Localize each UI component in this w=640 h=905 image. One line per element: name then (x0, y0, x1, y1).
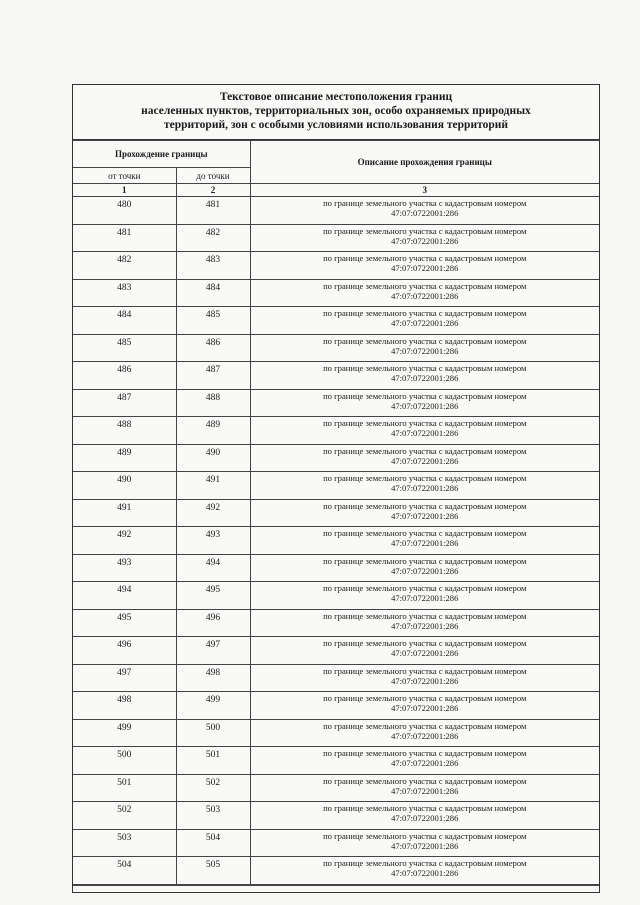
to-point-cell: 484 (176, 279, 250, 307)
to-point-cell: 500 (176, 719, 250, 747)
cadastral-number: 47:07:0722001:286 (391, 373, 459, 383)
description-line-1: по границе земельного участка с кадастровым номером (323, 280, 527, 291)
cadastral-number: 47:07:0722001:286 (391, 593, 459, 603)
cadastral-number: 47:07:0722001:286 (391, 400, 459, 411)
from-point-cell: 480 (73, 197, 176, 225)
cadastral-number: 47:07:0722001:286 (391, 345, 459, 356)
from-point-cell: 483 (73, 279, 176, 307)
cadastral-number: 47:07:0722001:286 (391, 428, 459, 438)
table-row (73, 362, 599, 390)
description-cell (250, 747, 599, 775)
description-line-1: по границе земельного участка с кадастровым номером (323, 308, 527, 318)
cadastral-number: 47:07:0722001:286 (391, 290, 459, 301)
title-line-3: территорий, зон с особыми условиями использования территорий (164, 119, 508, 131)
title-line-1: Текстовое описание местоположения границ (219, 91, 453, 103)
cadastral-number: 47:07:0722001:286 (391, 565, 459, 576)
from-point-cell: 502 (73, 802, 176, 830)
column-number-3: 3 (250, 184, 599, 197)
to-point-cell: 502 (176, 774, 250, 802)
to-point-cell: 492 (176, 499, 250, 527)
description-line-1: по границе земельного участка с кадастровым номером (323, 253, 527, 263)
from-point-cell: 482 (73, 252, 176, 280)
header-to-point: до точки (176, 168, 250, 184)
header-description: Описание прохождения границы (250, 141, 599, 184)
to-point-cell: 490 (176, 444, 250, 472)
cadastral-number: 47:07:0722001:286 (391, 318, 459, 328)
from-point-cell: 494 (73, 582, 176, 610)
table-bottom-space (73, 885, 599, 892)
to-point-cell: 504 (176, 829, 250, 857)
cadastral-number: 47:07:0722001:286 (391, 648, 459, 658)
table-row (73, 554, 599, 582)
cadastral-number: 47:07:0722001:286 (391, 813, 459, 823)
description-cell (250, 307, 599, 335)
from-point-cell: 496 (73, 637, 176, 665)
from-point-cell: 501 (73, 774, 176, 802)
description-cell (250, 279, 599, 307)
cadastral-number: 47:07:0722001:286 (391, 758, 459, 768)
to-point-cell: 498 (176, 664, 250, 692)
table-body (73, 197, 599, 885)
to-point-cell: 485 (176, 307, 250, 335)
cadastral-number: 47:07:0722001:286 (391, 510, 459, 521)
from-point-cell: 504 (73, 857, 176, 885)
table-row (73, 609, 599, 637)
from-point-cell: 493 (73, 554, 176, 582)
to-point-cell: 483 (176, 252, 250, 280)
description-cell (250, 224, 599, 252)
description-cell (250, 527, 599, 555)
description-line-1: по границе земельного участка с кадастровым номером (323, 748, 527, 758)
to-point-cell: 481 (176, 197, 250, 225)
from-point-cell: 498 (73, 692, 176, 720)
cadastral-number: 47:07:0722001:286 (391, 263, 459, 273)
table-row (73, 774, 599, 802)
to-point-cell: 488 (176, 389, 250, 417)
from-point-cell: 481 (73, 224, 176, 252)
from-point-cell: 485 (73, 334, 176, 362)
description-line-1: по границе земельного участка с кадастровым номером (323, 363, 527, 373)
from-point-cell: 489 (73, 444, 176, 472)
cadastral-number: 47:07:0722001:286 (391, 483, 459, 493)
description-line-1: по границе земельного участка с кадастровым номером (323, 500, 527, 511)
from-point-cell: 488 (73, 417, 176, 445)
cadastral-number: 47:07:0722001:286 (391, 208, 459, 218)
cadastral-number: 47:07:0722001:286 (391, 235, 459, 246)
description-line-1: по границе земельного участка с кадастровым номером (323, 720, 527, 731)
from-point-cell: 491 (73, 499, 176, 527)
description-line-1: по границе земельного участка с кадастровым номером (323, 858, 527, 868)
description-cell (250, 334, 599, 362)
to-point-cell: 486 (176, 334, 250, 362)
description-cell (250, 637, 599, 665)
cadastral-number: 47:07:0722001:286 (391, 785, 459, 796)
column-number-2: 2 (176, 184, 250, 197)
table-row (73, 389, 599, 417)
description-line-1: по границе земельного участка с кадастровым номером (323, 335, 527, 346)
description-line-1: по границе земельного участка с кадастровым номером (323, 225, 527, 236)
table-row (73, 857, 599, 885)
description-cell (250, 664, 599, 692)
description-cell (250, 829, 599, 857)
table-row (73, 637, 599, 665)
description-line-1: по границе земельного участка с кадастровым номером (323, 583, 527, 593)
description-line-1: по границе земельного участка с кадастровым номером (323, 528, 527, 538)
description-line-1: по границе земельного участка с кадастровым номером (323, 555, 527, 566)
description-cell (250, 417, 599, 445)
cadastral-number: 47:07:0722001:286 (391, 538, 459, 548)
cadastral-number: 47:07:0722001:286 (391, 703, 459, 713)
cadastral-number: 47:07:0722001:286 (391, 730, 459, 741)
to-point-cell: 482 (176, 224, 250, 252)
description-line-1: по границе земельного участка с кадастровым номером (323, 665, 527, 676)
table-row (73, 417, 599, 445)
from-point-cell: 492 (73, 527, 176, 555)
description-line-1: по границе земельного участка с кадастровым номером (323, 390, 527, 401)
table-row (73, 664, 599, 692)
cadastral-number: 47:07:0722001:286 (391, 840, 459, 851)
table-row (73, 829, 599, 857)
to-point-cell: 489 (176, 417, 250, 445)
description-line-1: по границе земельного участка с кадастровым номером (323, 830, 527, 841)
boundary-table (73, 140, 599, 885)
table-header (73, 141, 599, 197)
description-line-1: по границе земельного участка с кадастровым номером (323, 473, 527, 483)
table-row (73, 444, 599, 472)
header-boundary-group: Прохождение границы (73, 141, 250, 168)
description-line-1: по границе земельного участка с кадастровым номером (323, 445, 527, 456)
description-cell (250, 609, 599, 637)
description-cell (250, 719, 599, 747)
to-point-cell: 497 (176, 637, 250, 665)
description-cell (250, 774, 599, 802)
to-point-cell: 503 (176, 802, 250, 830)
to-point-cell: 494 (176, 554, 250, 582)
description-cell (250, 252, 599, 280)
from-point-cell: 500 (73, 747, 176, 775)
from-point-cell: 486 (73, 362, 176, 390)
description-line-1: по границе земельного участка с кадастровым номером (323, 775, 527, 786)
table-row (73, 499, 599, 527)
description-line-1: по границе земельного участка с кадастровым номером (323, 693, 527, 703)
description-cell (250, 197, 599, 225)
table-row (73, 307, 599, 335)
title-line-2: населенных пунктов, территориальных зон, особо охраняемых природных (141, 105, 531, 117)
document-title (73, 85, 599, 140)
description-line-1: по границе земельного участка с кадастровым номером (323, 198, 527, 208)
cadastral-number: 47:07:0722001:286 (391, 868, 459, 878)
description-cell (250, 802, 599, 830)
table-row (73, 224, 599, 252)
to-point-cell: 496 (176, 609, 250, 637)
table-row (73, 802, 599, 830)
to-point-cell: 501 (176, 747, 250, 775)
table-row (73, 582, 599, 610)
table-row (73, 692, 599, 720)
to-point-cell: 495 (176, 582, 250, 610)
table-row (73, 747, 599, 775)
description-line-1: по границе земельного участка с кадастровым номером (323, 803, 527, 813)
table-row (73, 252, 599, 280)
to-point-cell: 505 (176, 857, 250, 885)
cadastral-number: 47:07:0722001:286 (391, 675, 459, 686)
from-point-cell: 490 (73, 472, 176, 500)
description-cell (250, 582, 599, 610)
description-line-1: по границе земельного участка с кадастровым номером (323, 418, 527, 428)
description-cell (250, 472, 599, 500)
to-point-cell: 487 (176, 362, 250, 390)
description-cell (250, 857, 599, 885)
description-line-1: по границе земельного участка с кадастровым номером (323, 610, 527, 621)
table-row (73, 719, 599, 747)
cadastral-number: 47:07:0722001:286 (391, 455, 459, 466)
description-cell (250, 554, 599, 582)
description-cell (250, 499, 599, 527)
to-point-cell: 499 (176, 692, 250, 720)
table-row (73, 279, 599, 307)
description-cell (250, 444, 599, 472)
from-point-cell: 487 (73, 389, 176, 417)
table-row (73, 334, 599, 362)
to-point-cell: 493 (176, 527, 250, 555)
cadastral-number: 47:07:0722001:286 (391, 620, 459, 631)
table-row (73, 197, 599, 225)
table-frame (72, 84, 600, 893)
from-point-cell: 484 (73, 307, 176, 335)
from-point-cell: 495 (73, 609, 176, 637)
description-cell (250, 389, 599, 417)
description-cell (250, 692, 599, 720)
from-point-cell: 503 (73, 829, 176, 857)
from-point-cell: 499 (73, 719, 176, 747)
table-row (73, 527, 599, 555)
from-point-cell: 497 (73, 664, 176, 692)
column-number-1: 1 (73, 184, 176, 197)
to-point-cell: 491 (176, 472, 250, 500)
table-row (73, 472, 599, 500)
description-cell (250, 362, 599, 390)
description-line-1: по границе земельного участка с кадастровым номером (323, 638, 527, 648)
header-from-point: от точки (73, 168, 176, 184)
